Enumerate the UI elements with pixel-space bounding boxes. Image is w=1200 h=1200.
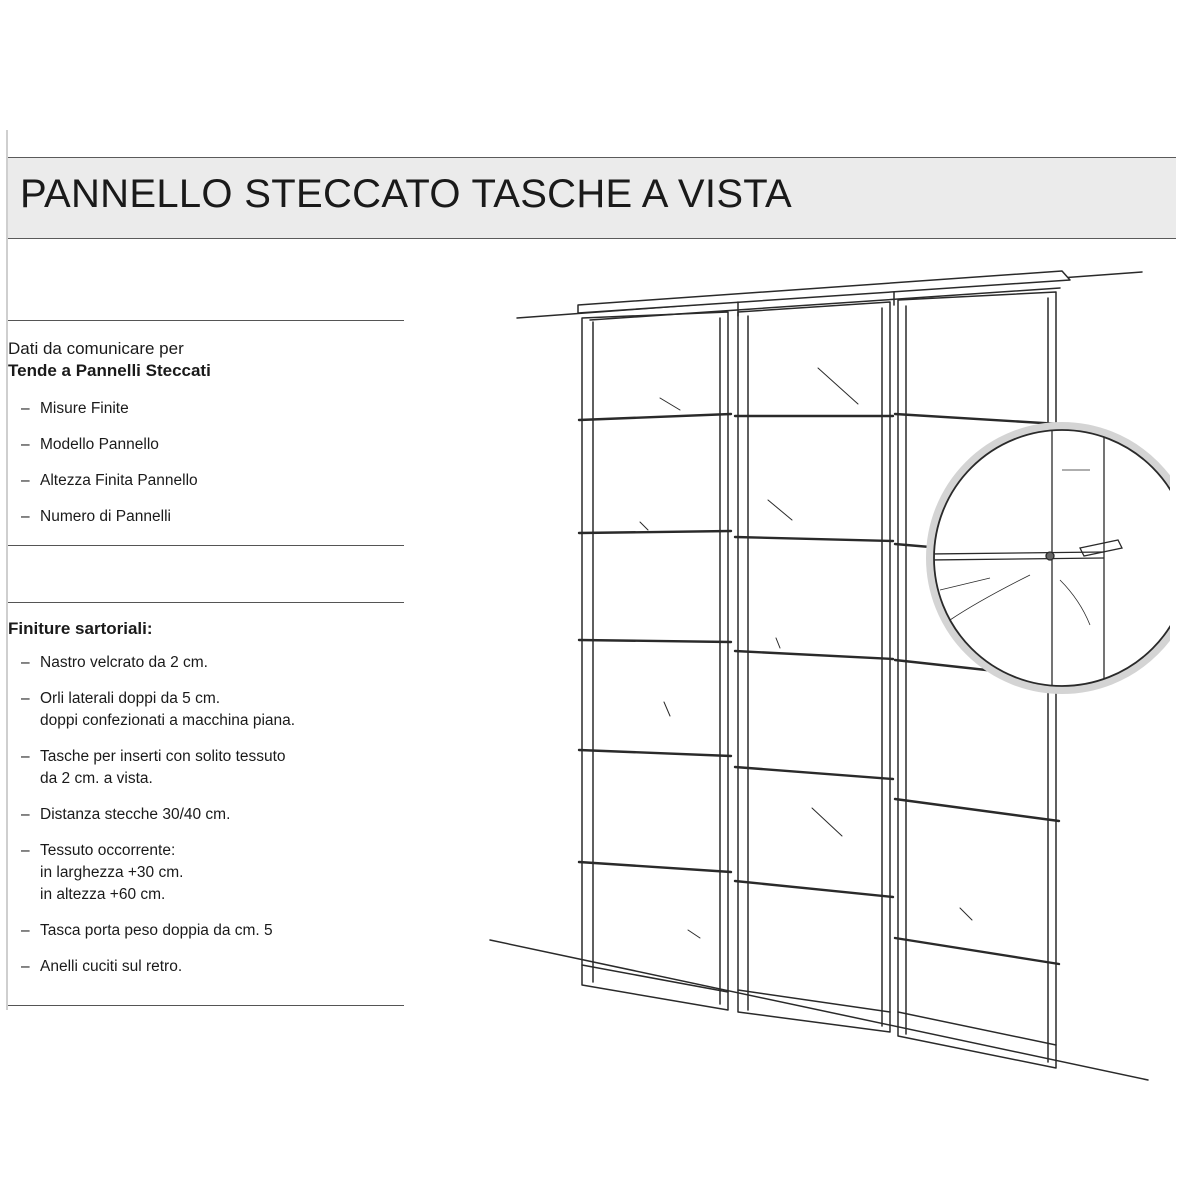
data-list-item — [8, 506, 404, 528]
section-finishes-list — [8, 652, 404, 978]
section-data-bottom-rule — [8, 545, 404, 546]
section-data-list — [8, 398, 404, 528]
data-list-item-text: Misure Finite — [40, 400, 129, 417]
slat-1-1 — [579, 414, 731, 420]
floor-line — [490, 940, 1148, 1080]
page-title: PANNELLO STECCATO TASCHE A VISTA — [20, 172, 793, 216]
slat-2-5 — [735, 881, 893, 897]
finishes-list-item — [8, 920, 404, 942]
slat-3-5 — [895, 938, 1059, 964]
dash-bullet: – — [21, 690, 30, 707]
dash-bullet: – — [21, 472, 30, 489]
section-data — [8, 338, 404, 542]
slat-1-2 — [579, 531, 731, 533]
section-data-intro: Dati da comunicare per — [8, 339, 184, 358]
dash-bullet: – — [21, 958, 30, 975]
finishes-list-item — [8, 840, 404, 906]
dash-bullet: – — [21, 436, 30, 453]
finishes-list-item-line: in altezza +60 cm. — [40, 886, 166, 903]
dash-bullet: – — [21, 748, 30, 765]
dash-bullet: – — [21, 400, 30, 417]
magnified-detail-circle — [930, 420, 1170, 700]
finishes-list-item-line: Anelli cuciti sul retro. — [40, 958, 183, 975]
section-data-top-rule — [8, 320, 404, 321]
dash-bullet: – — [21, 922, 30, 939]
finishes-list-item-line: Tasche per inserti con solito tessuto — [40, 748, 286, 765]
slat-2-2 — [735, 537, 893, 541]
data-list-item — [8, 398, 404, 420]
data-list-item — [8, 470, 404, 492]
data-list-item — [8, 434, 404, 456]
finishes-list-item-line: da 2 cm. a vista. — [40, 770, 153, 787]
finishes-list-item — [8, 688, 404, 732]
dash-bullet: – — [21, 806, 30, 823]
finishes-list-item — [8, 746, 404, 790]
slat-2-4 — [735, 767, 893, 779]
slatted-panel-curtain-drawing — [470, 255, 1170, 1095]
slat-3-1 — [895, 414, 1059, 424]
slat-1-3 — [579, 640, 731, 642]
finishes-list-item — [8, 956, 404, 978]
data-list-item-text: Altezza Finita Pannello — [40, 472, 198, 489]
section-data-heading: Tende a Pannelli Steccati — [8, 361, 211, 380]
section-finishes-bottom-rule — [8, 1005, 404, 1006]
slat-1-4 — [579, 750, 731, 756]
panel-middle — [738, 302, 890, 1032]
finishes-list-item-line: Nastro velcrato da 2 cm. — [40, 654, 208, 671]
section-finishes-top-rule — [8, 602, 404, 603]
slat-3-4 — [895, 799, 1059, 821]
section-finishes — [8, 618, 404, 992]
finishes-list-item-line: doppi confezionati a macchina piana. — [40, 712, 296, 729]
finishes-list-item-line: Tessuto occorrente: — [40, 842, 176, 859]
slat-2-3 — [735, 651, 893, 659]
dash-bullet: – — [21, 654, 30, 671]
data-list-item-text: Modello Pannello — [40, 436, 159, 453]
slat-1-5 — [579, 862, 731, 872]
finishes-list-item — [8, 652, 404, 674]
finishes-list-item-line: Orli laterali doppi da 5 cm. — [40, 690, 221, 707]
data-list-item-text: Numero di Pannelli — [40, 508, 171, 525]
finishes-list-item-line: Distanza stecche 30/40 cm. — [40, 806, 231, 823]
dash-bullet: – — [21, 842, 30, 859]
section-finishes-heading: Finiture sartoriali: — [8, 619, 153, 638]
finishes-list-item — [8, 804, 404, 826]
finishes-list-item-line: Tasca porta peso doppia da cm. 5 — [40, 922, 273, 939]
finishes-list-item-line: in larghezza +30 cm. — [40, 864, 184, 881]
dash-bullet: – — [21, 508, 30, 525]
